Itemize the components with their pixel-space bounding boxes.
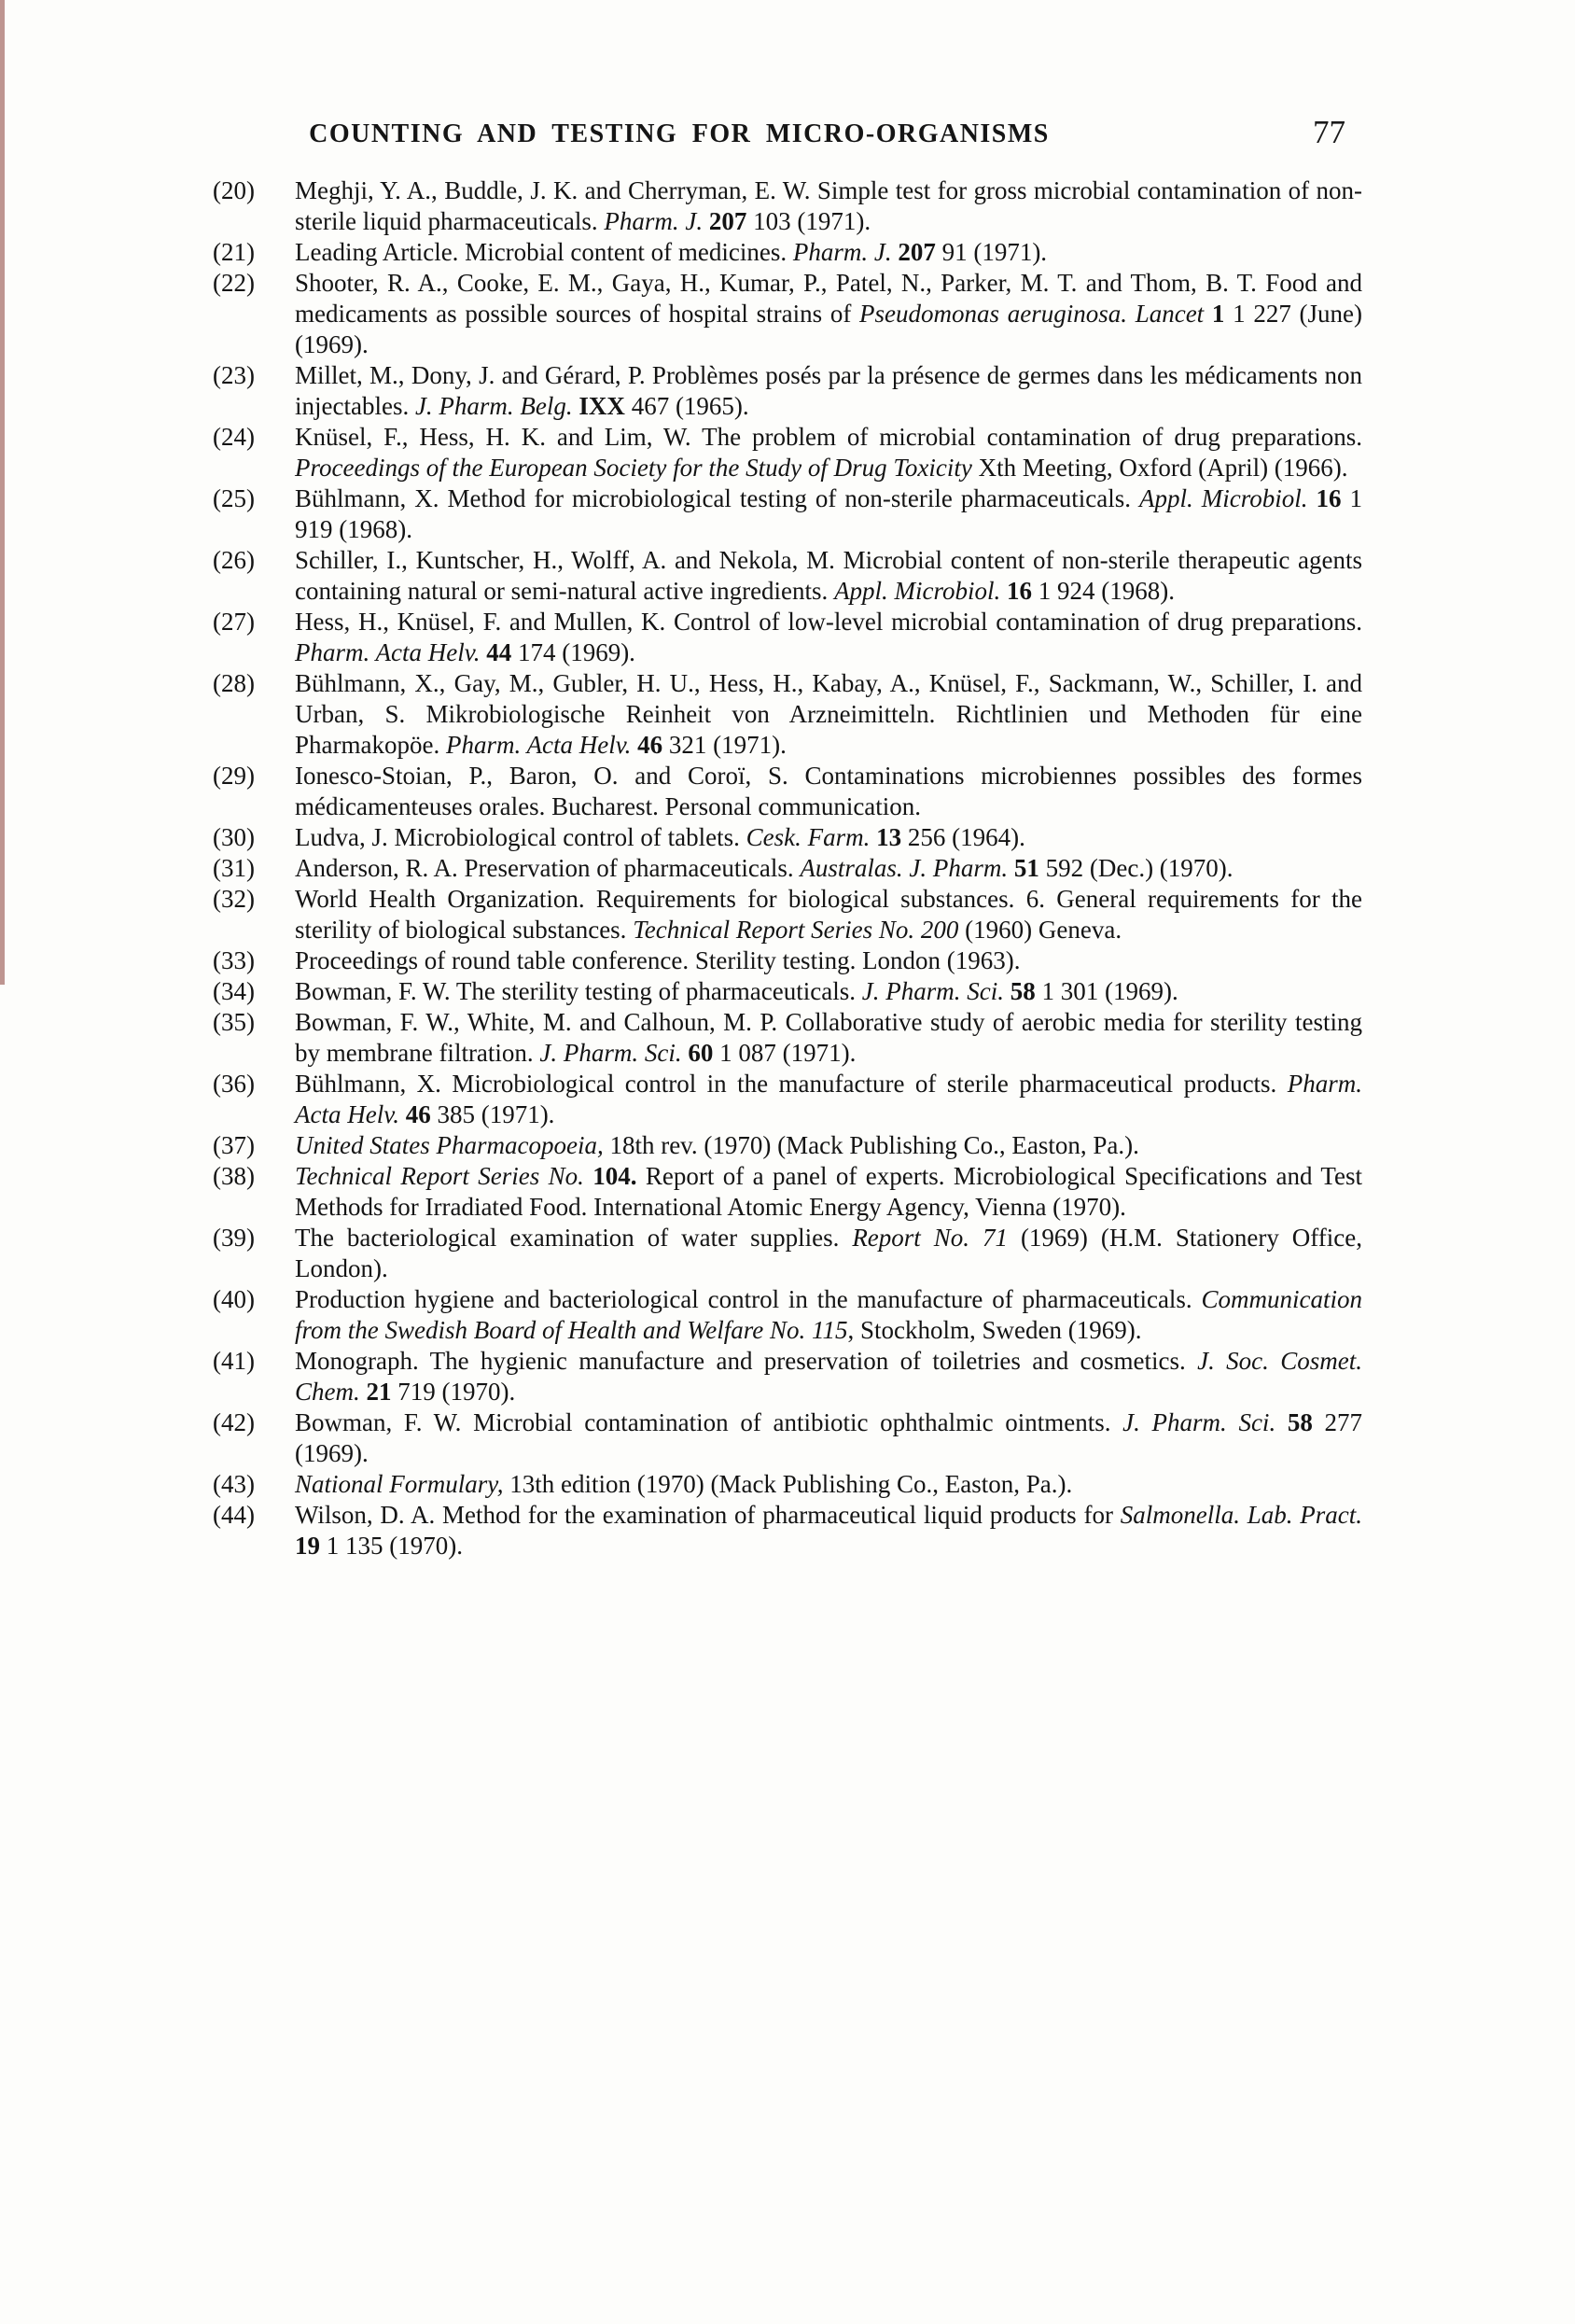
reference-entry [213, 545, 1362, 607]
reference-number: (42) [213, 1408, 255, 1436]
reference-number: (35) [213, 1008, 255, 1036]
reference-text: Bowman, F. W. The sterility testing of pharmaceuticals. J. Pharm. Sci. 58 1 301 (1969). [295, 977, 1178, 1005]
reference-text: Bühlmann, X., Gay, M., Gubler, H. U., Hess, H., Kabay, A., Knüsel, F., Sackmann, W., Schiller, I. and Urban, S. Mikrobiologische Reinheit von Arzneimitteln. Richtlinien und Methoden für eine Pharmakopöe. Pharm. Acta Helv. 46 321 (1971). [295, 669, 1362, 759]
reference-entry [213, 1223, 1362, 1284]
reference-list [213, 175, 1362, 1561]
reference-text: Bowman, F. W. Microbial contamination of antibiotic ophthalmic ointments. J. Pharm. Sci. 58 277 (1969). [295, 1408, 1363, 1467]
reference-text: Bowman, F. W., White, M. and Calhoun, M. P. Collaborative study of aerobic media for sterility testing by membrane filtration. J. Pharm. Sci. 60 1 087 (1971). [295, 1008, 1362, 1067]
reference-entry [213, 483, 1362, 545]
reference-number: (32) [213, 885, 255, 913]
scan-edge-artifact [0, 0, 5, 985]
reference-number: (37) [213, 1131, 255, 1159]
reference-number: (36) [213, 1070, 255, 1098]
reference-entry [213, 976, 1362, 1007]
reference-entry [213, 1407, 1362, 1469]
reference-text: Ludva, J. Microbiological control of tablets. Cesk. Farm. 13 256 (1964). [295, 823, 1025, 851]
reference-text: Hess, H., Knüsel, F. and Mullen, K. Control of low-level microbial contamination of drug preparations. Pharm. Acta Helv. 44 174 (1969). [295, 608, 1362, 666]
reference-number: (40) [213, 1285, 255, 1313]
reference-number: (28) [213, 669, 255, 697]
reference-text: National Formulary, 13th edition (1970) (Mack Publishing Co., Easton, Pa.). [295, 1470, 1073, 1498]
reference-text: United States Pharmacopoeia, 18th rev. (1970) (Mack Publishing Co., Easton, Pa.). [295, 1131, 1139, 1159]
reference-number: (41) [213, 1347, 255, 1375]
reference-entry [213, 268, 1362, 360]
reference-number: (21) [213, 238, 255, 266]
reference-text: Knüsel, F., Hess, H. K. and Lim, W. The problem of microbial contamination of drug preparations. Proceedings of the European Society for the Study of Drug Toxicity Xth Meeting, Oxford (April) (1966). [295, 423, 1362, 482]
reference-text: Wilson, D. A. Method for the examination of pharmaceutical liquid products for Salmonella. Lab. Pract. 19 1 135 (1970). [295, 1501, 1362, 1560]
reference-number: (38) [213, 1162, 255, 1190]
reference-entry [213, 175, 1362, 237]
reference-entry [213, 422, 1362, 483]
reference-number: (43) [213, 1470, 255, 1498]
reference-text: Millet, M., Dony, J. and Gérard, P. Problèmes posés par la présence de germes dans les médicaments non injectables. J. Pharm. Belg. IXX 467 (1965). [295, 361, 1362, 420]
reference-entry [213, 822, 1362, 853]
reference-number: (39) [213, 1224, 255, 1252]
reference-number: (20) [213, 176, 255, 204]
reference-entry [213, 1469, 1362, 1500]
reference-text: Monograph. The hygienic manufacture and preservation of toiletries and cosmetics. J. Soc. Cosmet. Chem. 21 719 (1970). [295, 1347, 1363, 1406]
reference-entry [213, 1007, 1362, 1069]
reference-entry [213, 668, 1362, 761]
reference-number: (31) [213, 854, 255, 882]
reference-number: (25) [213, 484, 255, 512]
reference-entry [213, 1284, 1362, 1346]
reference-number: (23) [213, 361, 255, 389]
reference-number: (24) [213, 423, 255, 451]
reference-number: (33) [213, 946, 255, 974]
page-number: 77 [1313, 114, 1345, 150]
reference-text: Meghji, Y. A., Buddle, J. K. and Cherryman, E. W. Simple test for gross microbial contamination of non-sterile liquid pharmaceuticals. Pharm. J. 207 103 (1971). [295, 176, 1362, 235]
reference-text: Shooter, R. A., Cooke, E. M., Gaya, H., Kumar, P., Patel, N., Parker, M. T. and Thom, B. T. Food and medicaments as possible sources of hospital strains of Pseudomonas aeruginosa. Lancet 1 1 227 (June) (1969). [295, 269, 1362, 358]
reference-number: (27) [213, 608, 255, 636]
reference-entry [213, 853, 1362, 884]
reference-entry [213, 1130, 1362, 1161]
page-header [213, 114, 1362, 161]
reference-text: Production hygiene and bacteriological control in the manufacture of pharmaceuticals. Communication from the Swedish Board of Health and Welfare No. 115, Stockholm, Sweden (1969). [295, 1285, 1362, 1344]
reference-text: Anderson, R. A. Preservation of pharmaceuticals. Australas. J. Pharm. 51 592 (Dec.) (1970). [295, 854, 1234, 882]
reference-entry [213, 360, 1362, 422]
reference-entry [213, 1500, 1362, 1561]
reference-entry [213, 945, 1362, 976]
reference-entry [213, 761, 1362, 822]
reference-entry [213, 607, 1362, 668]
reference-number: (34) [213, 977, 255, 1005]
reference-text: Technical Report Series No. 104. Report of a panel of experts. Microbiological Specifications and Test Methods for Irradiated Food. International Atomic Energy Agency, Vienna (1970). [295, 1162, 1362, 1221]
reference-number: (22) [213, 269, 255, 297]
reference-text: Schiller, I., Kuntscher, H., Wolff, A. and Nekola, M. Microbial content of non-sterile therapeutic agents containing natural or semi-natural active ingredients. Appl. Microbiol. 16 1 924 (1968). [295, 546, 1362, 605]
reference-text: Proceedings of round table conference. Sterility testing. London (1963). [295, 946, 1021, 974]
reference-text: Bühlmann, X. Microbiological control in the manufacture of sterile pharmaceutical products. Pharm. Acta Helv. 46 385 (1971). [295, 1070, 1362, 1128]
reference-entry [213, 1346, 1362, 1407]
reference-text: World Health Organization. Requirements for biological substances. 6. General requirements for the sterility of biological substances. Technical Report Series No. 200 (1960) Geneva. [295, 885, 1362, 944]
reference-number: (44) [213, 1501, 255, 1529]
reference-number: (30) [213, 823, 255, 851]
reference-entry [213, 1069, 1362, 1130]
reference-text: Leading Article. Microbial content of medicines. Pharm. J. 207 91 (1971). [295, 238, 1048, 266]
reference-number: (26) [213, 546, 255, 574]
reference-entry [213, 237, 1362, 268]
reference-text: The bacteriological examination of water supplies. Report No. 71 (1969) (H.M. Stationery Office, London). [295, 1224, 1362, 1282]
reference-text: Bühlmann, X. Method for microbiological testing of non-sterile pharmaceuticals. Appl. Microbiol. 16 1 919 (1968). [295, 484, 1362, 543]
running-title: COUNTING AND TESTING FOR MICRO-ORGANISMS [309, 119, 1050, 148]
reference-entry [213, 1161, 1362, 1223]
reference-text: Ionesco-Stoian, P., Baron, O. and Coroï, S. Contaminations microbiennes possibles des formes médicamenteuses orales. Bucharest. Personal communication. [295, 762, 1362, 820]
reference-number: (29) [213, 762, 255, 790]
reference-entry [213, 884, 1362, 945]
